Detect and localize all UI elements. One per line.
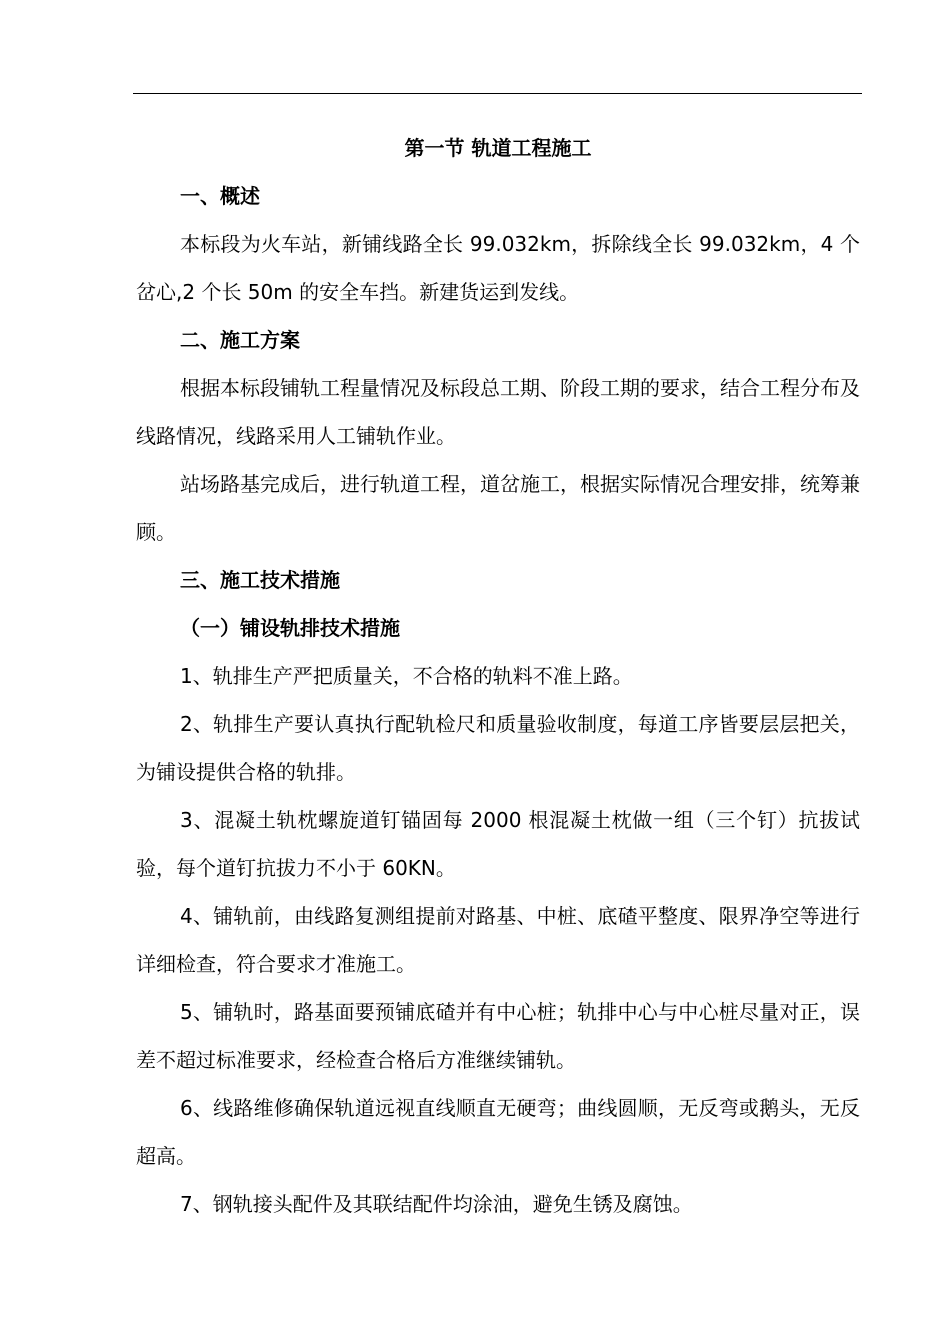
paragraph-plan-2: 站场路基完成后，进行轨道工程，道岔施工，根据实际情况合理安排，统筹兼顾。 bbox=[136, 472, 860, 544]
heading-construction-plan: 二、施工方案 bbox=[180, 328, 300, 352]
list-item-4: 4、铺轨前，由线路复测组提前对路基、中桩、底碴平整度、限界净空等进行详细检查，符合要求才准施工。 bbox=[136, 904, 860, 976]
subheading-track-panel-measures: （一）铺设轨排技术措施 bbox=[180, 616, 400, 640]
list-item-2: 2、轨排生产要认真执行配轨检尺和质量验收制度，每道工序皆要层层把关，为铺设提供合格的轨排。 bbox=[136, 712, 860, 784]
section-title: 第一节 轨道工程施工 bbox=[404, 136, 592, 160]
list-item-6: 6、线路维修确保轨道远视直线顺直无硬弯；曲线圆顺，无反弯或鹅头，无反超高。 bbox=[136, 1096, 860, 1168]
heading-technical-measures: 三、施工技术措施 bbox=[180, 568, 340, 592]
paragraph-plan-1: 根据本标段铺轨工程量情况及标段总工期、阶段工期的要求，结合工程分布及线路情况，线路采用人工铺轨作业。 bbox=[136, 376, 860, 448]
heading-overview: 一、概述 bbox=[180, 184, 260, 208]
list-item-7: 7、钢轨接头配件及其联结配件均涂油，避免生锈及腐蚀。 bbox=[180, 1192, 693, 1216]
list-item-3: 3、混凝土轨枕螺旋道钉锚固每 2000 根混凝土枕做一组（三个钉）抗拔试验，每个道钉抗拔力不小于 60KN。 bbox=[136, 808, 860, 880]
list-item-5: 5、铺轨时，路基面要预铺底碴并有中心桩；轨排中心与中心桩尽量对正，误差不超过标准要求，经检查合格后方准继续铺轨。 bbox=[136, 1000, 860, 1072]
list-item-1: 1、轨排生产严把质量关，不合格的轨料不准上路。 bbox=[180, 664, 633, 688]
header-rule bbox=[133, 93, 862, 94]
paragraph-overview: 本标段为火车站，新铺线路全长 99.032km，拆除线全长 99.032km，4 个岔心,2 个长 50m 的安全车挡。新建货运到发线。 bbox=[136, 232, 860, 304]
document-body bbox=[136, 124, 860, 1228]
